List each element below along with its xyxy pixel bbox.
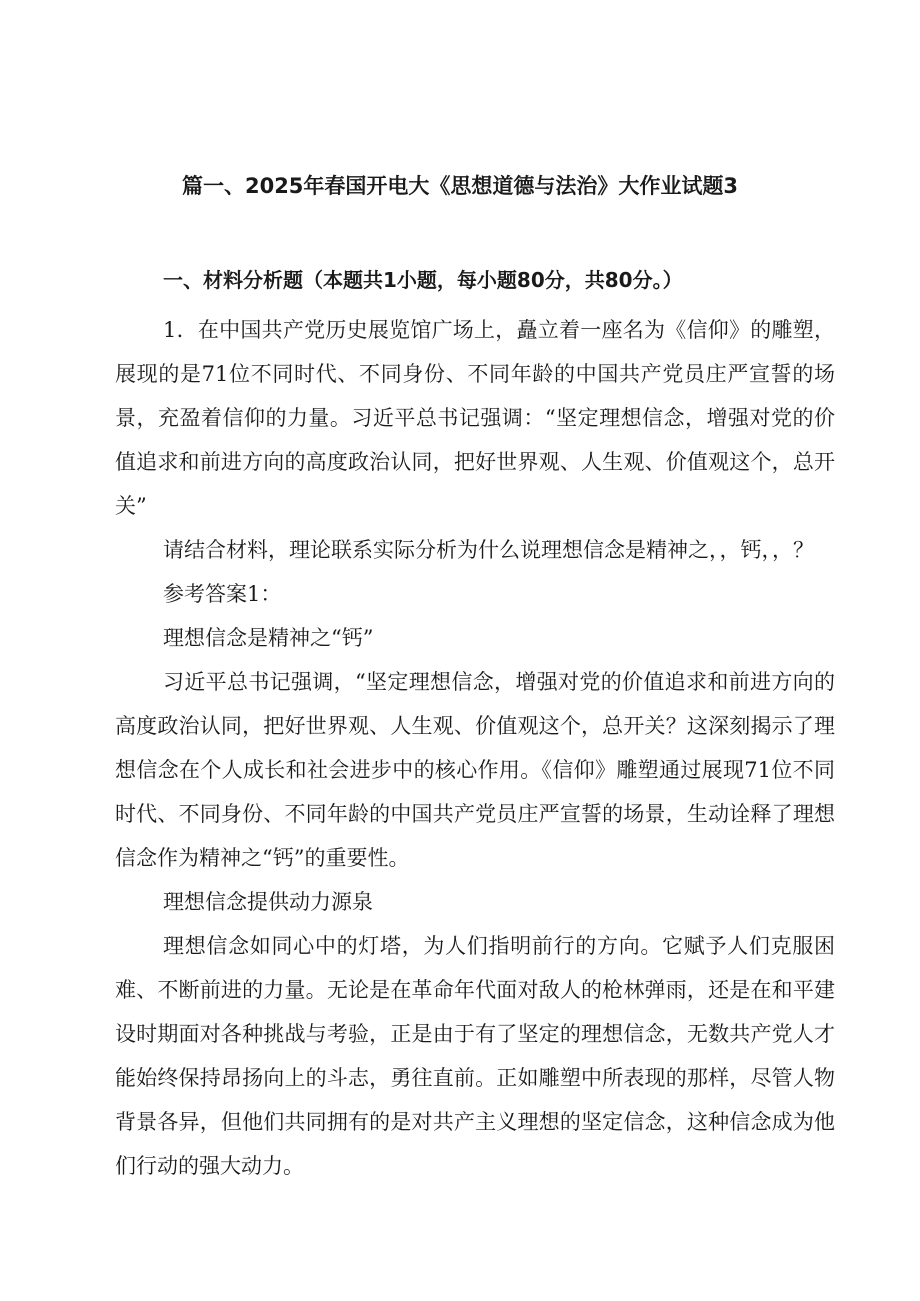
answer-subheading-1: 理想信念是精神之“钙” [163, 626, 374, 650]
answer-paragraph-2: 理想信念如同心中的灯塔，为人们指明前行的方向。它赋予人们克服困难、不断前进的力量。无论是在革命年代面对敌人的枪林弹雨，还是在和平建设时期面对各种挑战与考验，正是由于有了坚定的理想信念，无数共产党人才能始终保持昂扬向上的斗志，勇往直前。正如雕塑中所表现的那样，尽管人物背景各异，但他们共同拥有的是对共产主义理想的坚定信念，这种信念成为他们行动的强大动力。 [115, 934, 835, 1178]
document-title: 篇一、2025年春国开电大《思想道德与法治》大作业试题3 [181, 174, 739, 198]
section-heading: 一、材料分析题（本题共1小题，每小题80分，共80分。） [163, 268, 683, 292]
answer-label: 参考答案1： [163, 582, 282, 606]
answer-paragraph-1: 习近平总书记强调，“坚定理想信念，增强对党的价值追求和前进方向的高度政治认同，把好世界观、人生观、价值观这个，总开关？这深刻揭示了理想信念在个人成长和社会进步中的核心作用。《信仰》雕塑通过展现71位不同时代、不同身份、不同年龄的中国共产党员庄严宣誓的场景，生动诠释了理想信念作为精神之“钙”的重要性。 [115, 670, 835, 870]
question-paragraph: 1．在中国共产党历史展览馆广场上，矗立着一座名为《信仰》的雕塑，展现的是71位不同时代、不同身份、不同年龄的中国共产党员庄严宣誓的场景，充盈着信仰的力量。习近平总书记强调：“坚定理想信念，增强对党的价值追求和前进方向的高度政治认同，把好世界观、人生观、价值观这个，总开关” [115, 318, 835, 518]
document-body [115, 308, 835, 1188]
answer-subheading-2: 理想信念提供动力源泉 [163, 890, 373, 914]
question-prompt: 请结合材料，理论联系实际分析为什么说理想信念是精神之，，钙，，？ [163, 538, 814, 562]
